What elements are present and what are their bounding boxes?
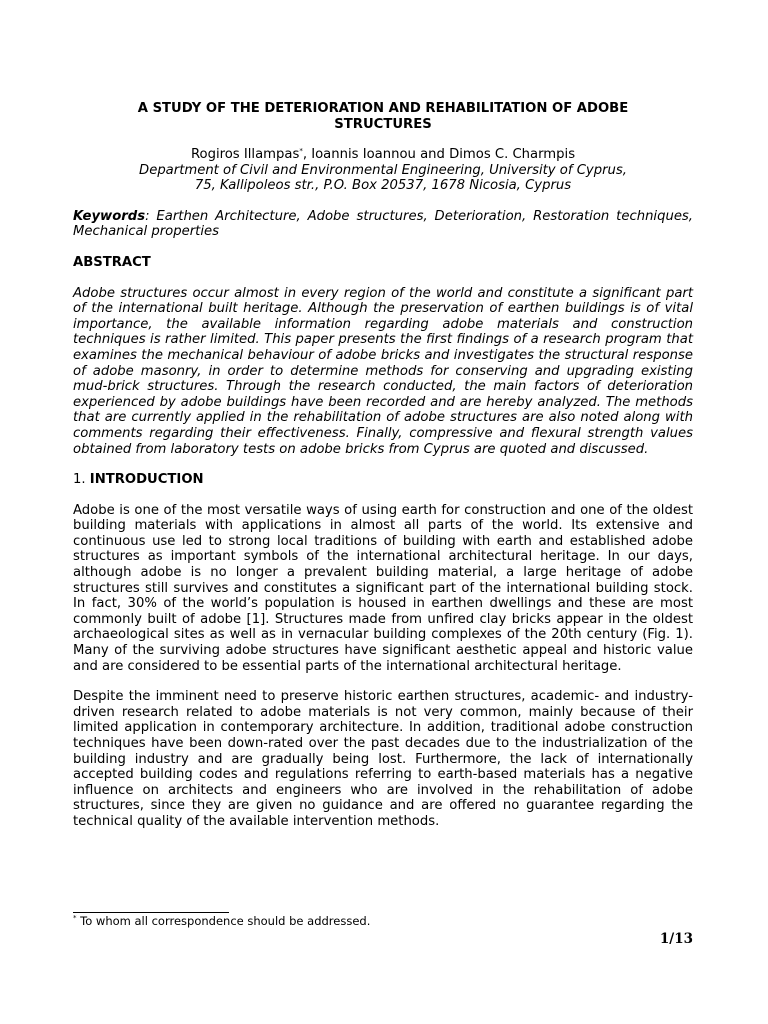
keywords-label: Keywords [73,208,146,224]
paper-page [73,101,693,845]
other-authors: , Ioannis Ioannou and Dimos C. Charmpis [302,147,576,162]
abstract-text: Adobe structures occur almost in every region of the world and constitute a significant part of the international built heritage. Although the preservation of earthen buildings is of vital importance, the available information regarding adobe materials and construction techniques is rather limited. This paper presents the first findings of a research program that examines the mechanical behaviour of adobe bricks and investigates the structural response of adobe masonry, in order to determine methods for conserving and upgrading existing mud-brick structures. Through the research conducted, the main factors of deterioration experienced by adobe buildings have been recorded and are hereby analyzed. The methods that are currently applied in the rehabilitation of adobe structures are also noted along with comments regarding their effectiveness. Finally, compressive and flexural strength values obtained from laboratory tests on adobe bricks from Cyprus are quoted and discussed. [73,285,693,457]
introduction-heading [73,472,693,488]
section-number: 1. [73,472,90,488]
footnote [73,914,370,928]
author-footnote-mark: * [299,147,303,155]
affiliation-line-2: 75, Kallipoleos str., P.O. Box 20537, 1678 Nicosia, Cyprus [194,178,572,194]
footnote-mark: * [73,914,77,922]
first-author: Rogiros Illampas [190,147,300,162]
keywords-colon: : [145,208,150,224]
keywords-text: Earthen Architecture, Adobe structures, Deterioration, Restoration techniques, Mechanical properties [73,208,693,240]
abstract-heading: ABSTRACT [73,254,151,270]
footnote-divider [73,912,229,913]
section-title: INTRODUCTION [89,472,204,488]
affiliation-line-1: Department of Civil and Environmental Engineering, University of Cyprus, [139,162,627,178]
introduction-paragraph-1: Adobe is one of the most versatile ways of using earth for construction and one of the oldest building materials with applications in almost all parts of the world. Its extensive and continuous use led to strong local traditions of building with earth and established adobe structures as important symbols of the international architectural heritage. In our days, although adobe is no longer a prevalent building material, a large heritage of adobe structures still survives and constitutes a significant part of the international building stock. In fact, 30% of the world’s population is housed in earthen dwellings and these are most commonly built of adobe [1]. Structures made from unfired clay bricks appear in the oldest archaeological sites as well as in vernacular building complexes of the 20th century (Fig. 1). Many of the surviving adobe structures have significant aesthetic appeal and historic value and are considered to be essential parts of the international architectural heritage. [73,502,693,674]
author-names [73,147,693,163]
keywords [73,209,693,240]
introduction-paragraph-2: Despite the imminent need to preserve historic earthen structures, academic- and industry-driven research related to adobe materials is not very common, mainly because of their limited application in contemporary architecture. In addition, traditional adobe construction techniques have been down-rated over the past decades due to the industrialization of the building industry and are gradually being lost. Furthermore, the lack of internationally accepted building codes and regulations referring to earth-based materials has a negative influence on architects and engineers who are involved in the rehabilitation of adobe structures, since they are given no guidance and are offered no guarantee regarding the technical quality of the available intervention methods. [73,689,693,829]
footnote-text: To whom all correspondence should be addressed. [76,914,371,928]
page-number: 1/13 [659,931,693,947]
paper-title: A STUDY OF THE DETERIORATION AND REHABILITATION OF ADOBE STRUCTURES [137,101,629,132]
author-block [73,147,693,194]
